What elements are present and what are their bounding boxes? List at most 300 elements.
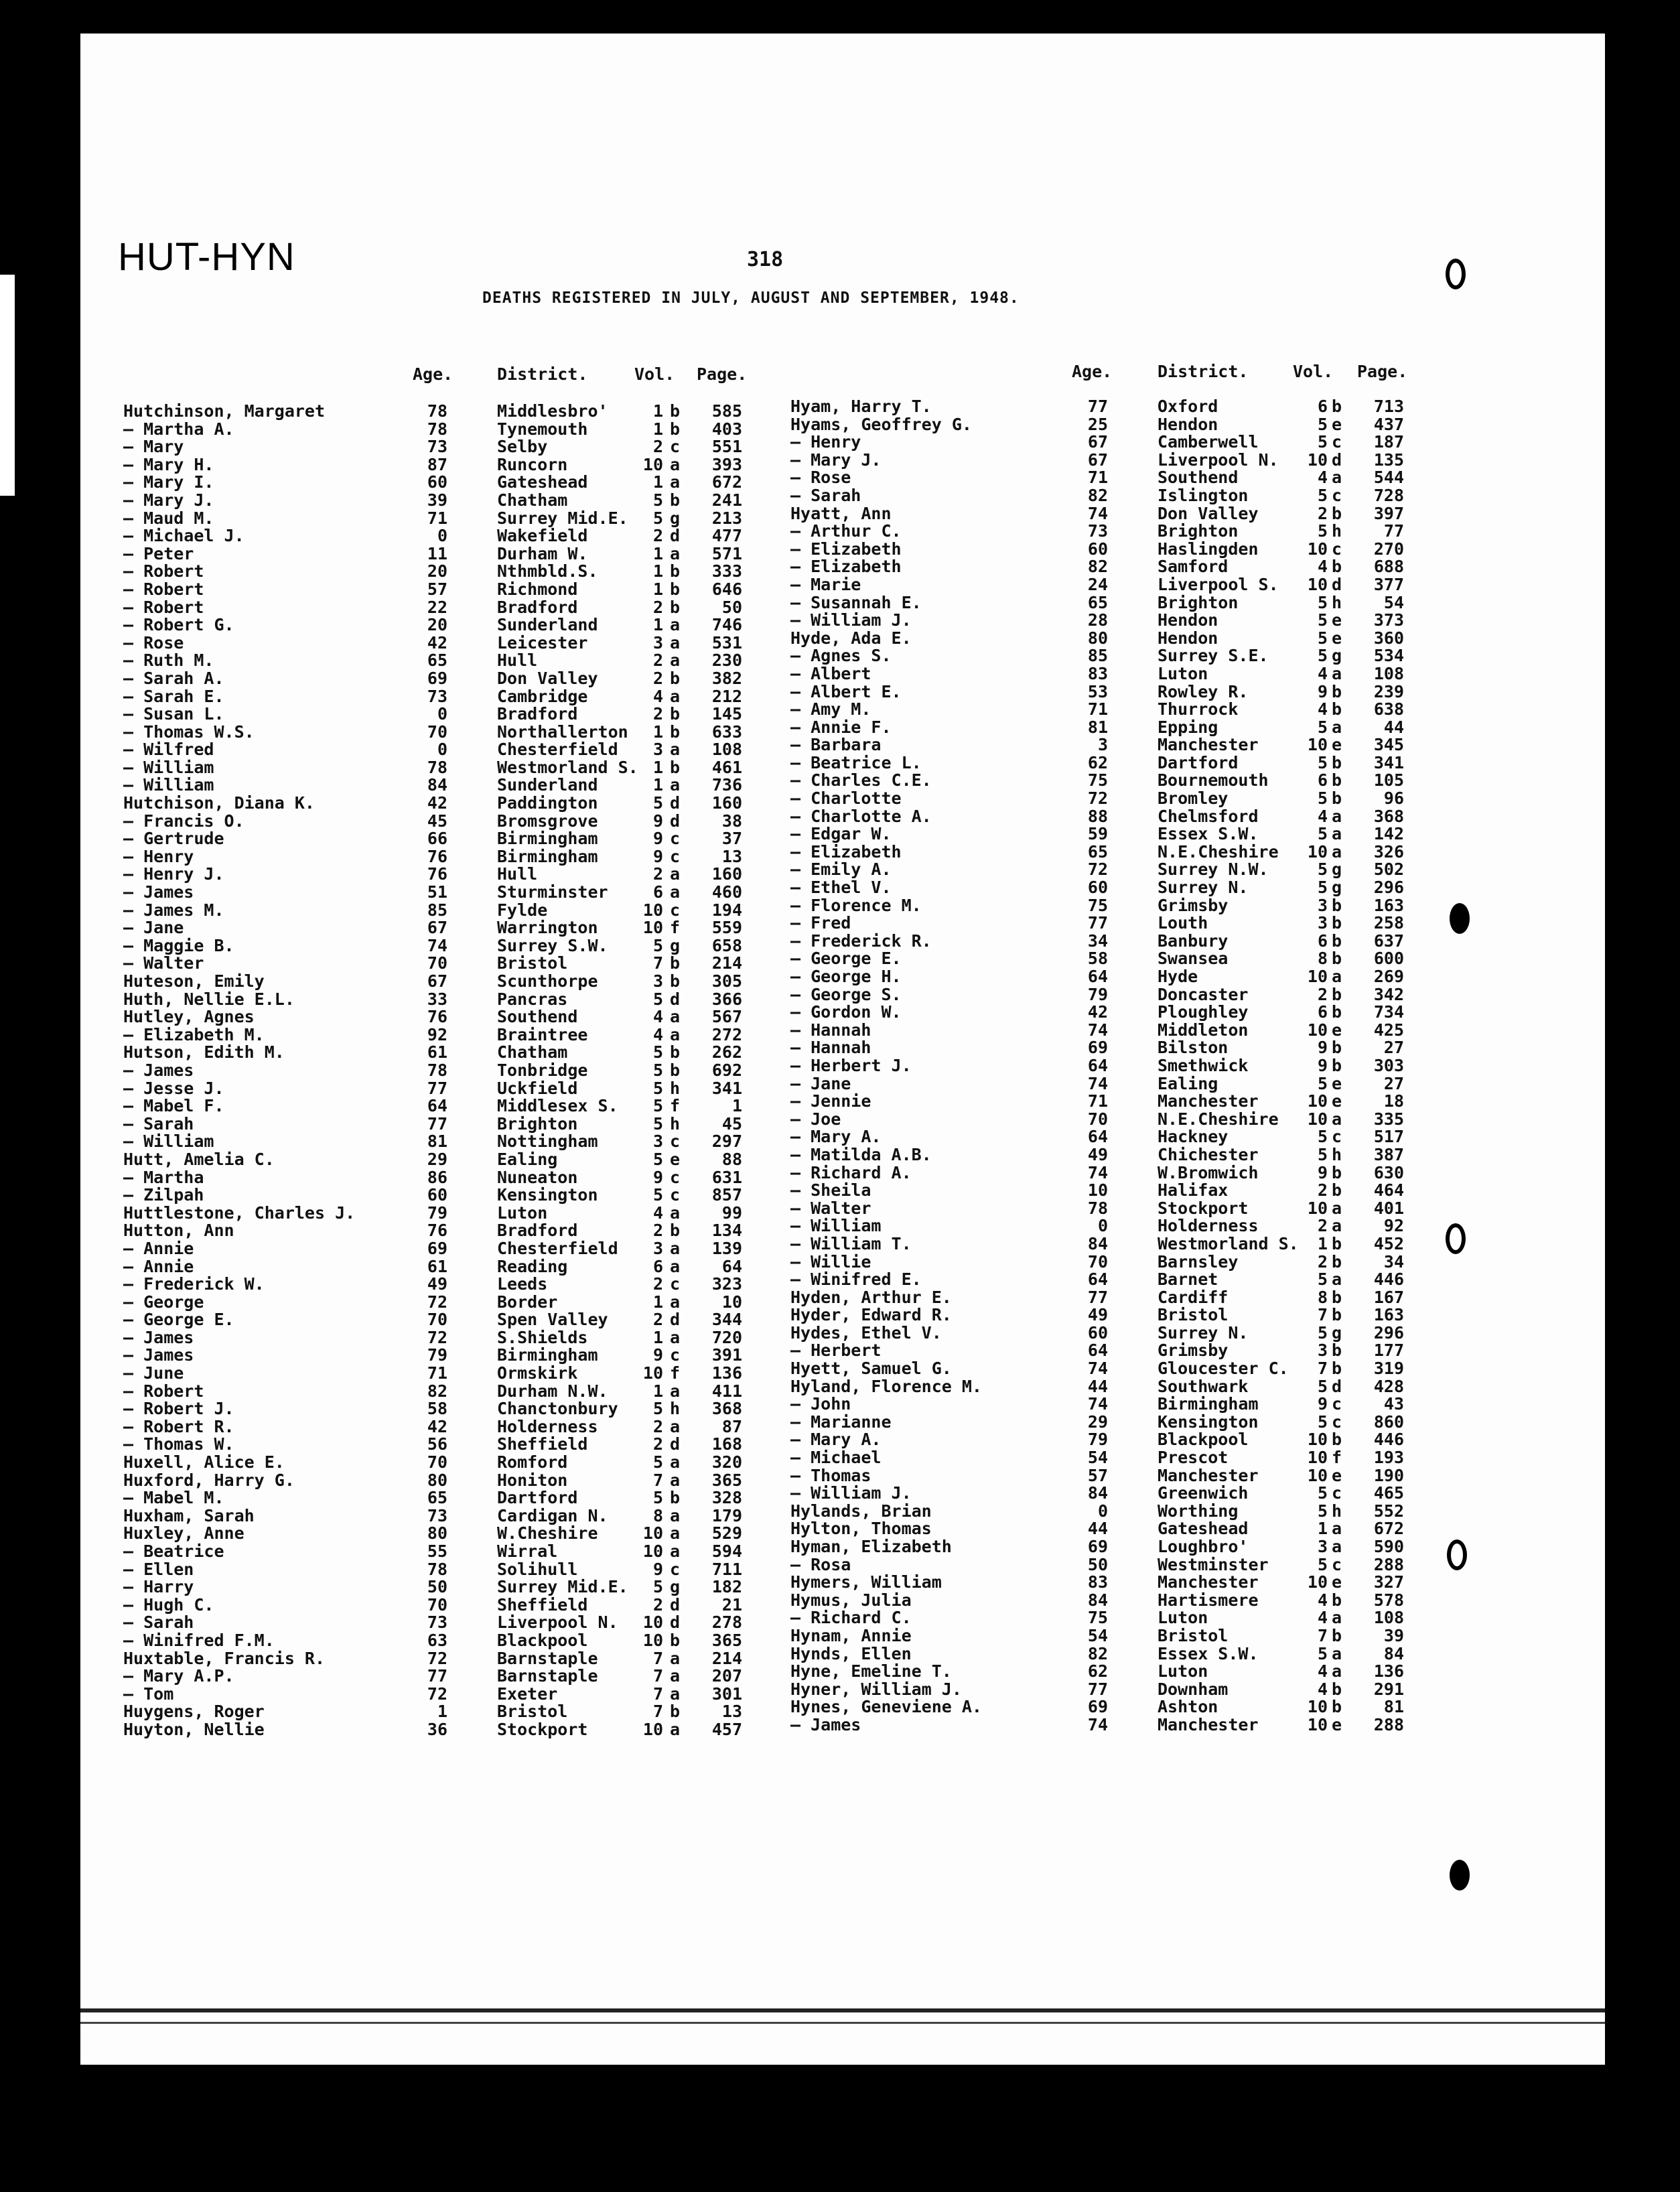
entry-age: 63 (427, 1630, 447, 1650)
entry-district: Loughbro' (1158, 1537, 1249, 1556)
register-entry (123, 1062, 820, 1080)
entry-name: Huygens, Roger (123, 1702, 265, 1722)
register-subtitle: DEATHS REGISTERED IN JULY, AUGUST AND SEPTEMBER, 1948. (482, 289, 1020, 307)
entry-page: 460 (711, 882, 742, 902)
entry-volume: 1 (652, 472, 663, 492)
entry-age: 60 (427, 472, 447, 492)
entry-district: Middlesbro' (497, 401, 608, 421)
entry-volume-part: e (670, 1149, 681, 1169)
entry-volume-part: g (670, 1577, 681, 1597)
entry-page: 142 (1373, 824, 1404, 844)
entry-page: 18 (1383, 1091, 1404, 1111)
entry-name: — Mary H. (123, 454, 214, 474)
entry-age: 60 (1087, 1322, 1108, 1343)
entry-volume-part: e (1332, 1714, 1342, 1734)
entry-volume-part: c (1332, 539, 1342, 559)
register-entry (123, 1703, 820, 1721)
entry-age: 77 (427, 1113, 447, 1134)
entry-age: 77 (1087, 397, 1108, 416)
register-entry (123, 902, 820, 920)
entry-volume: 2 (652, 1416, 663, 1436)
entry-age: 72 (1087, 789, 1108, 809)
entry-district: Westmorland S. (497, 757, 638, 777)
entry-volume-part: b (670, 704, 681, 724)
entry-name: — Walter (123, 953, 204, 973)
register-entry (123, 1400, 820, 1418)
entry-age: 60 (1087, 539, 1108, 559)
entry-name: — Herbert J. (790, 1055, 912, 1075)
register-entry (790, 843, 1500, 862)
entry-volume-part: a (670, 1416, 681, 1436)
entry-page: 96 (1383, 789, 1404, 809)
entry-name: — Marie (790, 574, 861, 594)
entry-name: — Agnes S. (790, 646, 892, 666)
entry-volume-part: d (670, 793, 681, 813)
scan-border-top (0, 0, 1680, 33)
entry-volume-part: f (1332, 1448, 1342, 1468)
entry-page: 341 (1373, 752, 1404, 772)
entry-volume-part: c (1332, 1127, 1342, 1147)
entry-volume: 9 (1317, 1038, 1328, 1058)
entry-district: Chelmsford (1158, 806, 1259, 826)
entry-volume-part: h (670, 1078, 681, 1098)
entry-district: Reading (497, 1256, 568, 1276)
entry-name: — Rose (123, 632, 184, 653)
entry-age: 64 (1087, 1341, 1108, 1361)
bottom-rule-thin (80, 2022, 1605, 2024)
register-entry (123, 705, 820, 724)
entry-district: Thurrock (1158, 699, 1239, 720)
register-entry (790, 719, 1500, 737)
register-entry (123, 1667, 820, 1686)
entry-district: Chesterfield (497, 1238, 618, 1258)
entry-page: 10 (721, 1292, 742, 1312)
entry-name: — Annie (123, 1238, 194, 1258)
entry-volume: 7 (652, 1666, 663, 1686)
entry-volume: 7 (652, 1684, 663, 1704)
entry-volume-part: b (1332, 1625, 1342, 1645)
entry-page: 393 (711, 454, 742, 474)
entry-name: — Florence M. (790, 895, 922, 915)
entry-page: 272 (711, 1024, 742, 1044)
entry-volume-part: a (1332, 717, 1342, 737)
entry-age: 82 (1087, 1643, 1108, 1663)
entry-name: Hyne, Emeline T. (790, 1661, 952, 1682)
register-entry (790, 968, 1500, 986)
register-entry (790, 665, 1500, 683)
entry-district: Westmorland S. (1158, 1233, 1299, 1253)
entry-volume: 4 (1317, 557, 1328, 577)
entry-volume-part: b (670, 757, 681, 777)
entry-district: Bradford (497, 1221, 578, 1241)
entry-volume-part: a (670, 686, 681, 706)
entry-age: 20 (427, 561, 447, 581)
left-entry-column (123, 403, 820, 1739)
entry-district: Bournemouth (1158, 770, 1269, 791)
entry-page: 477 (711, 526, 742, 546)
entry-age: 24 (1087, 574, 1108, 594)
entry-page: 187 (1373, 432, 1404, 452)
entry-age: 76 (427, 864, 447, 884)
entry-name: Huxford, Harry G. (123, 1470, 295, 1490)
entry-name: — Hannah (790, 1020, 871, 1040)
entry-district: Ormskirk (497, 1363, 578, 1383)
entry-page: 108 (1373, 1608, 1404, 1628)
entry-district: Hendon (1158, 414, 1218, 434)
entry-page: 305 (711, 971, 742, 991)
entry-page: 136 (711, 1363, 742, 1383)
entry-district: Honiton (497, 1470, 568, 1490)
entry-name: — William (123, 775, 214, 795)
entry-volume-part: c (670, 1274, 681, 1294)
entry-district: Halifax (1158, 1180, 1229, 1201)
entry-volume-part: b (1332, 1251, 1342, 1272)
entry-volume: 4 (1317, 1608, 1328, 1628)
entry-page: 108 (1373, 663, 1404, 683)
entry-name: — Richard C. (790, 1608, 912, 1628)
entry-age: 74 (1087, 1394, 1108, 1414)
register-entry (790, 1609, 1500, 1627)
entry-age: 0 (1097, 1216, 1108, 1236)
register-entry (123, 1561, 820, 1579)
entry-district: Bristol (497, 953, 568, 973)
entry-volume-part: e (1332, 414, 1342, 434)
entry-age: 84 (1087, 1233, 1108, 1253)
entry-district: N.E.Cheshire (1158, 1109, 1279, 1129)
entry-volume: 5 (1317, 1322, 1328, 1343)
entry-volume-part: b (670, 401, 681, 421)
entry-page: 37 (721, 829, 742, 849)
entry-age: 34 (1087, 931, 1108, 951)
entry-volume-part: a (670, 1452, 681, 1472)
entry-volume: 2 (652, 668, 663, 688)
entry-age: 58 (427, 1399, 447, 1419)
entry-age: 88 (1087, 806, 1108, 826)
entry-age: 65 (427, 650, 447, 671)
register-entry (790, 1342, 1500, 1360)
entry-volume-part: f (670, 1096, 681, 1116)
entry-name: — James (790, 1714, 861, 1734)
register-entry (123, 1489, 820, 1507)
register-entry (123, 1115, 820, 1134)
entry-volume-part: b (1332, 1341, 1342, 1361)
entry-page: 13 (721, 846, 742, 866)
entry-age: 45 (427, 811, 447, 831)
entry-page: 319 (1373, 1359, 1404, 1379)
entry-district: Kensington (1158, 1412, 1259, 1432)
entry-age: 69 (427, 1238, 447, 1258)
entry-name: Hutt, Amelia C. (123, 1149, 275, 1169)
entry-page: 214 (711, 953, 742, 973)
entry-page: 672 (711, 472, 742, 492)
entry-volume-part: e (1332, 610, 1342, 630)
entry-volume-part: a (670, 1327, 681, 1347)
entry-district: Richmond (497, 579, 578, 599)
entry-name: — Martha A. (123, 419, 234, 439)
entry-volume: 9 (652, 1559, 663, 1579)
register-entry (123, 1418, 820, 1436)
entry-volume-part: b (1332, 1162, 1342, 1182)
entry-district: Luton (1158, 663, 1208, 683)
register-entry (790, 1627, 1500, 1645)
entry-name: — Harry (123, 1577, 194, 1597)
entry-volume-part: a (1332, 468, 1342, 488)
entry-volume-part: b (670, 971, 681, 991)
entry-age: 78 (427, 757, 447, 777)
entry-page: 688 (1373, 557, 1404, 577)
entry-age: 33 (427, 989, 447, 1009)
entry-name: — James (123, 1345, 194, 1365)
register-entry (123, 670, 820, 688)
entry-name: — Robert (123, 597, 204, 617)
entry-page: 736 (711, 775, 742, 795)
entry-district: Leicester (497, 632, 588, 653)
entry-district: Nottingham (497, 1132, 598, 1152)
entry-page: 81 (1383, 1697, 1404, 1717)
entry-district: Surrey Mid.E. (497, 1577, 628, 1597)
entry-district: Manchester (1158, 1714, 1259, 1734)
entry-volume: 9 (1317, 1394, 1328, 1414)
entry-name: Huxley, Anne (123, 1523, 244, 1544)
register-entry (123, 1186, 820, 1205)
entry-name: — Mabel F. (123, 1096, 224, 1116)
entry-district: Ealing (497, 1149, 558, 1169)
entry-age: 75 (1087, 895, 1108, 915)
entry-volume: 7 (1317, 1359, 1328, 1379)
entry-volume: 5 (1317, 592, 1328, 612)
entry-district: Bromsgrove (497, 811, 598, 831)
entry-age: 29 (1087, 1412, 1108, 1432)
entry-page: 258 (1373, 913, 1404, 933)
entry-volume: 10 (642, 1363, 663, 1383)
entry-page: 108 (711, 740, 742, 760)
entry-name: — Zilpah (123, 1185, 204, 1205)
register-entry (123, 1472, 820, 1490)
entry-district: Brighton (1158, 521, 1239, 541)
entry-page: 190 (1373, 1465, 1404, 1485)
entry-volume: 4 (1317, 1590, 1328, 1610)
entry-district: Hackney (1158, 1127, 1229, 1147)
register-entry (123, 1632, 820, 1650)
entry-district: Sheffield (497, 1594, 588, 1615)
register-entry (790, 1093, 1500, 1111)
entry-volume-part: a (1332, 1109, 1342, 1129)
right-district-heading: District. (1158, 362, 1249, 381)
entry-volume: 5 (1317, 1643, 1328, 1663)
entry-name: — Susan L. (123, 704, 224, 724)
entry-age: 82 (427, 1381, 447, 1401)
left-vol-heading: Vol. (634, 364, 675, 384)
entry-volume: 4 (652, 1007, 663, 1027)
register-entry (123, 1721, 820, 1739)
register-entry (790, 1235, 1500, 1253)
entry-name: — Edgar W. (790, 824, 892, 844)
entry-age: 59 (1087, 824, 1108, 844)
entry-page: 269 (1373, 967, 1404, 986)
entry-volume-part: a (1332, 1198, 1342, 1218)
entry-volume-part: d (670, 811, 681, 831)
entry-name: — Hugh C. (123, 1594, 214, 1615)
entry-volume: 6 (1317, 1002, 1328, 1022)
entry-name: Hynds, Ellen (790, 1643, 912, 1663)
entry-district: Sheffield (497, 1434, 588, 1454)
entry-district: Swansea (1158, 949, 1229, 969)
entry-volume: 5 (1317, 414, 1328, 434)
entry-name: — Mary J. (123, 490, 214, 510)
entry-page: 734 (1373, 1002, 1404, 1022)
register-entry (123, 1436, 820, 1454)
entry-name: — William (123, 757, 214, 777)
entry-name: — Robert J. (123, 1399, 234, 1419)
entry-volume-part: b (670, 1702, 681, 1722)
register-entry (123, 991, 820, 1009)
entry-volume: 10 (642, 1542, 663, 1561)
entry-volume: 1 (652, 615, 663, 635)
entry-page: 182 (711, 1577, 742, 1597)
register-entry (790, 986, 1500, 1004)
entry-district: Manchester (1158, 1465, 1259, 1485)
entry-name: — Francis O. (123, 811, 244, 831)
entry-district: Islington (1158, 485, 1249, 505)
entry-name: — James (123, 882, 194, 902)
register-entry (123, 421, 820, 439)
entry-district: Fylde (497, 900, 548, 920)
entry-volume: 2 (1317, 503, 1328, 523)
entry-volume-part: b (670, 419, 681, 439)
register-entry (790, 1503, 1500, 1521)
entry-name: — Willie (790, 1251, 871, 1272)
bottom-rule (80, 2008, 1605, 2012)
entry-name: Huttlestone, Charles J. (123, 1203, 356, 1223)
entry-volume: 1 (1317, 1233, 1328, 1253)
entry-volume-part: a (1332, 1519, 1342, 1539)
entry-page: 64 (721, 1256, 742, 1276)
entry-volume-part: c (1332, 1412, 1342, 1432)
entry-volume: 5 (1317, 1376, 1328, 1396)
register-entry (790, 1574, 1500, 1592)
entry-district: Manchester (1158, 1091, 1259, 1111)
register-entry (790, 433, 1500, 452)
entry-age: 79 (1087, 984, 1108, 1004)
entry-name: — Ethel V. (790, 878, 892, 898)
register-entry (790, 416, 1500, 434)
entry-name: — Sarah (123, 1613, 194, 1633)
entry-volume-part: g (670, 935, 681, 955)
entry-volume-part: b (1332, 503, 1342, 523)
entry-volume: 7 (652, 953, 663, 973)
entry-page: 711 (711, 1559, 742, 1579)
entry-page: 341 (711, 1078, 742, 1098)
entry-volume: 5 (1317, 860, 1328, 880)
entry-volume-part: h (1332, 1144, 1342, 1164)
entry-district: Barnstaple (497, 1666, 598, 1686)
scan-left-tab (0, 275, 15, 496)
entry-volume: 8 (1317, 1287, 1328, 1307)
entry-age: 84 (1087, 1483, 1108, 1503)
entry-name: — Thomas W.S. (123, 722, 255, 742)
entry-page: 27 (1383, 1073, 1404, 1093)
entry-name: Hutson, Edith M. (123, 1042, 285, 1063)
entry-volume: 5 (1317, 1412, 1328, 1432)
register-entry (123, 1347, 820, 1365)
entry-name: — Gordon W. (790, 1002, 902, 1022)
entry-volume-part: a (670, 1505, 681, 1525)
entry-volume-part: a (670, 1719, 681, 1739)
entry-page: 160 (711, 864, 742, 884)
entry-age: 72 (1087, 860, 1108, 880)
entry-name: — Frederick W. (123, 1274, 265, 1294)
entry-volume: 10 (1307, 574, 1328, 594)
entry-district: Barnsley (1158, 1251, 1239, 1272)
entry-page: 194 (711, 900, 742, 920)
entry-volume: 2 (1317, 1251, 1328, 1272)
entry-name: — Elizabeth (790, 557, 902, 577)
entry-volume: 10 (1307, 1448, 1328, 1468)
entry-name: — Robert R. (123, 1416, 234, 1436)
entry-district: Chanctonbury (497, 1399, 618, 1419)
entry-volume: 7 (652, 1702, 663, 1722)
entry-district: Epping (1158, 717, 1218, 737)
entry-age: 74 (427, 935, 447, 955)
entry-name: — Rosa (790, 1554, 851, 1574)
register-entry (123, 599, 820, 617)
entry-page: 38 (721, 811, 742, 831)
entry-age: 69 (1087, 1537, 1108, 1556)
entry-district: Gloucester C. (1158, 1359, 1289, 1379)
entry-volume: 5 (1317, 789, 1328, 809)
entry-volume: 2 (652, 704, 663, 724)
entry-age: 72 (427, 1292, 447, 1312)
entry-volume: 1 (652, 579, 663, 599)
entry-name: Hymers, William (790, 1572, 942, 1592)
entry-district: Rowley R. (1158, 681, 1249, 701)
entry-name: — Mary A. (790, 1430, 882, 1450)
entry-district: Durham W. (497, 543, 588, 563)
entry-district: Romford (497, 1452, 568, 1472)
entry-age: 79 (1087, 1430, 1108, 1450)
register-entry (790, 1681, 1500, 1699)
entry-age: 70 (1087, 1109, 1108, 1129)
entry-name: — George S. (790, 984, 902, 1004)
entry-age: 77 (1087, 1679, 1108, 1699)
register-entry (123, 1311, 820, 1329)
entry-district: Hyde (1158, 967, 1198, 986)
entry-age: 67 (427, 918, 447, 938)
entry-volume-part: e (1332, 1572, 1342, 1592)
entry-volume-part: a (670, 543, 681, 563)
entry-volume-part: b (1332, 681, 1342, 701)
entry-name: — Jane (123, 918, 184, 938)
entry-district: Blackpool (497, 1630, 588, 1650)
entry-age: 61 (427, 1042, 447, 1063)
entry-page: 377 (1373, 574, 1404, 594)
entry-volume-part: c (670, 1185, 681, 1205)
entry-page: 1 (731, 1096, 742, 1116)
entry-age: 0 (437, 740, 447, 760)
entry-age: 75 (1087, 770, 1108, 791)
entry-volume: 1 (652, 775, 663, 795)
entry-volume: 5 (1317, 432, 1328, 452)
entry-volume-part: d (1332, 1376, 1342, 1396)
entry-volume: 10 (642, 900, 663, 920)
entry-age: 74 (1087, 1020, 1108, 1040)
register-entry (790, 1520, 1500, 1538)
entry-district: Holderness (1158, 1216, 1259, 1236)
register-entry (790, 1698, 1500, 1716)
entry-page: 92 (1383, 1216, 1404, 1236)
entry-volume: 1 (652, 757, 663, 777)
entry-volume: 5 (652, 1042, 663, 1063)
